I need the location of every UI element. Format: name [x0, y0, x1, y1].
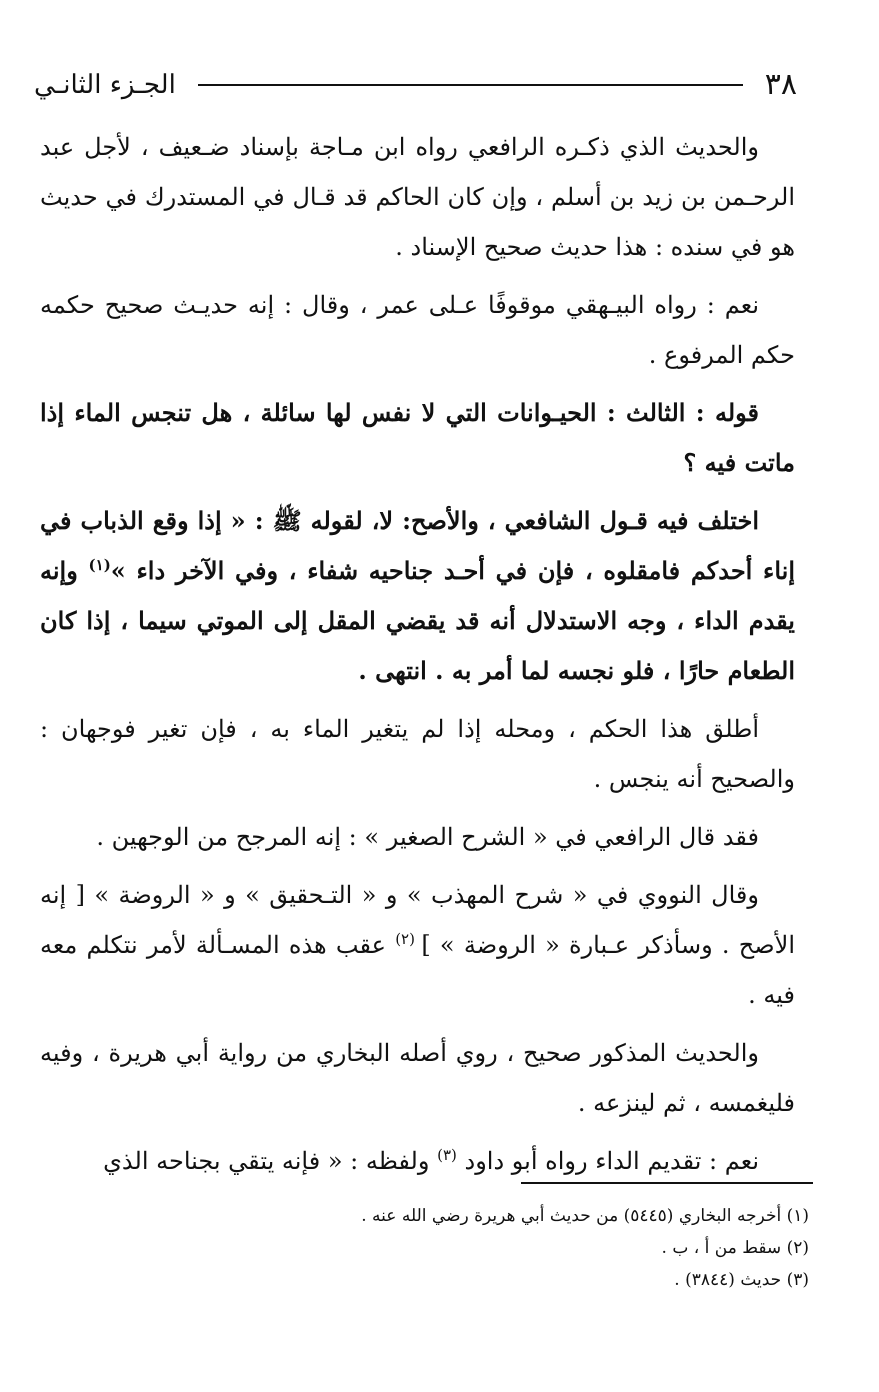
text-run: والحديث المذكور صحيح ، روي أصله البخاري من رواية أبي هريرة ، وفيه فليغمسه ، ثم لينزعه .	[40, 1039, 795, 1117]
header-rule	[198, 84, 743, 86]
text-run: فقد قال الرافعي في « الشرح الصغير » : إنه المرجح من الوجهين .	[96, 823, 759, 851]
footnote: (١) أخرجه البخاري (٥٤٤٥) من حديث أبي هريرة رضي الله عنه .	[361, 1206, 809, 1226]
page-header	[34, 62, 797, 108]
page-number: ٣٨	[764, 67, 797, 102]
text-run: عقب هذه المسـألة لأمر نتكلم معه فيه .	[40, 931, 795, 1009]
text-run: نعم : تقديم الداء رواه أبو داود	[456, 1147, 759, 1175]
paragraph	[40, 870, 795, 1020]
footnote-marker: (٣)	[437, 1146, 457, 1164]
paragraph	[40, 280, 795, 380]
main-text	[40, 122, 795, 1194]
text-run: قوله : الثالث : الحيـوانات التي لا نفس لها سائلة ، هل تنجس الماء إذا ماتت فيه ؟	[40, 398, 795, 477]
text-run: وإنه يقدم الداء ، وجه الاستدلال أنه قد يقضي المقل إلى الموتي سيما ، إذا كان الطعام حارًا ، فلو نجسه لما أمر به . انتهى .	[40, 556, 795, 685]
text-run: أطلق هذا الحكم ، ومحله إذا لم يتغير الماء به ، فإن تغير فوجهان : والصحيح أنه ينجس .	[40, 715, 795, 793]
paragraph	[40, 812, 795, 862]
paragraph	[40, 1028, 795, 1128]
footnote-separator	[521, 1182, 813, 1184]
footnote: (٢) سقط من أ ، ب .	[661, 1238, 809, 1258]
text-run: نعم : رواه البيـهقي موقوفًا عـلى عمر ، وقال : إنه حديـث صحيح حكمه حكم المرفوع .	[40, 291, 795, 369]
text-run: ولفظه : « فإنه يتقي بجناحه الذي	[103, 1147, 438, 1175]
text-run: اختلف فيه قـول الشافعي ، والأصح: لا، لقوله ﷺ : « إذا وقع الذباب في إناء أحدكم فامقلوه ، فإن في أحـد جناحيه شفاء ، وفي الآخر داء »	[40, 506, 795, 585]
paragraph	[40, 388, 795, 488]
running-title: الجـزء الثانـي	[34, 70, 176, 100]
paragraph	[40, 122, 795, 272]
text-run: والحديث الذي ذكـره الرافعي رواه ابن مـاجة بإسناد ضـعيف ، لأجل عبد الرحـمن بن زيد بن أسلم ، وإن كان الحاكم قد قـال في المستدرك في حديث هو في سنده : هذا حديث صحيح الإسناد .	[40, 133, 796, 261]
paragraph	[40, 704, 795, 804]
footnotes	[40, 1200, 809, 1296]
footnote-marker: (٢)	[395, 930, 422, 948]
paragraph	[40, 496, 795, 696]
text-run: وقال النووي في « شرح المهذب » و « التـحقيق » و « الروضة » [ إنه الأصح . وسأذكر عـبارة « الروضة » ]	[40, 881, 795, 959]
footnote-marker: (١)	[88, 556, 111, 574]
footnote: (٣) حديث (٣٨٤٤) .	[674, 1270, 809, 1290]
paragraph	[40, 1136, 795, 1186]
